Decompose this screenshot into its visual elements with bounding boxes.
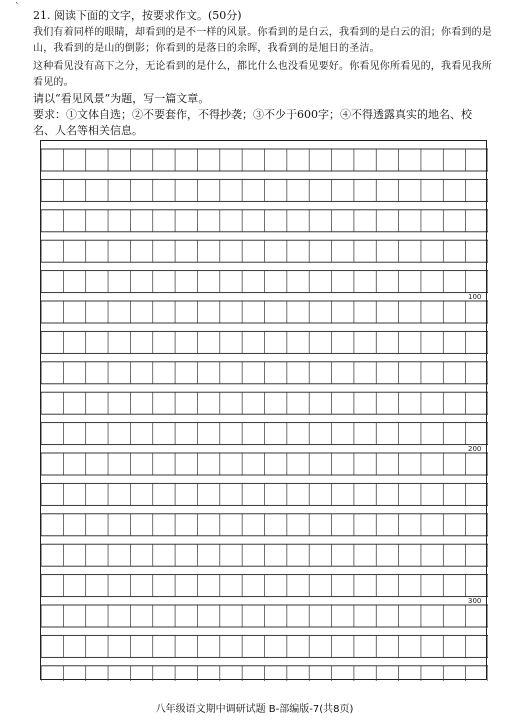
word-count-marker-300: 300: [468, 597, 482, 606]
question-block: [33, 8, 493, 139]
writing-prompt: 请以“看见风景”为题，写一篇文章。: [33, 92, 210, 105]
scan-tick-mark: `: [15, 3, 20, 13]
word-count-marker-100: 100: [468, 293, 482, 302]
grid-lines: [41, 141, 488, 681]
writing-grid[interactable]: [40, 140, 487, 680]
question-paragraph-1: 我们有着同样的眼睛，却看到的是不一样的风景。你看到的是白云，我看到的是白云的泪；你看到的是山，我看到的是山的倒影；你看到的是落日的余晖，我看到的是旭日的圣洁。: [33, 27, 492, 54]
page-footer: 八年级语文期中调研试题 B-部编版-7(共8页): [155, 704, 354, 715]
question-paragraph-2: 这种看见没有高下之分，无论看到的是什么，都比什么也没看见要好。你看见你所看见的，我看见我所看见的。: [33, 61, 492, 88]
question-title: 21. 阅读下面的文字，按要求作文。(50分): [33, 9, 242, 22]
writing-requirements: 要求：①文体自选；②不要套作，不得抄袭；③不少于600字；④不得透露真实的地名、校名、人名等相关信息。: [33, 108, 472, 137]
word-count-marker-200: 200: [468, 445, 482, 454]
